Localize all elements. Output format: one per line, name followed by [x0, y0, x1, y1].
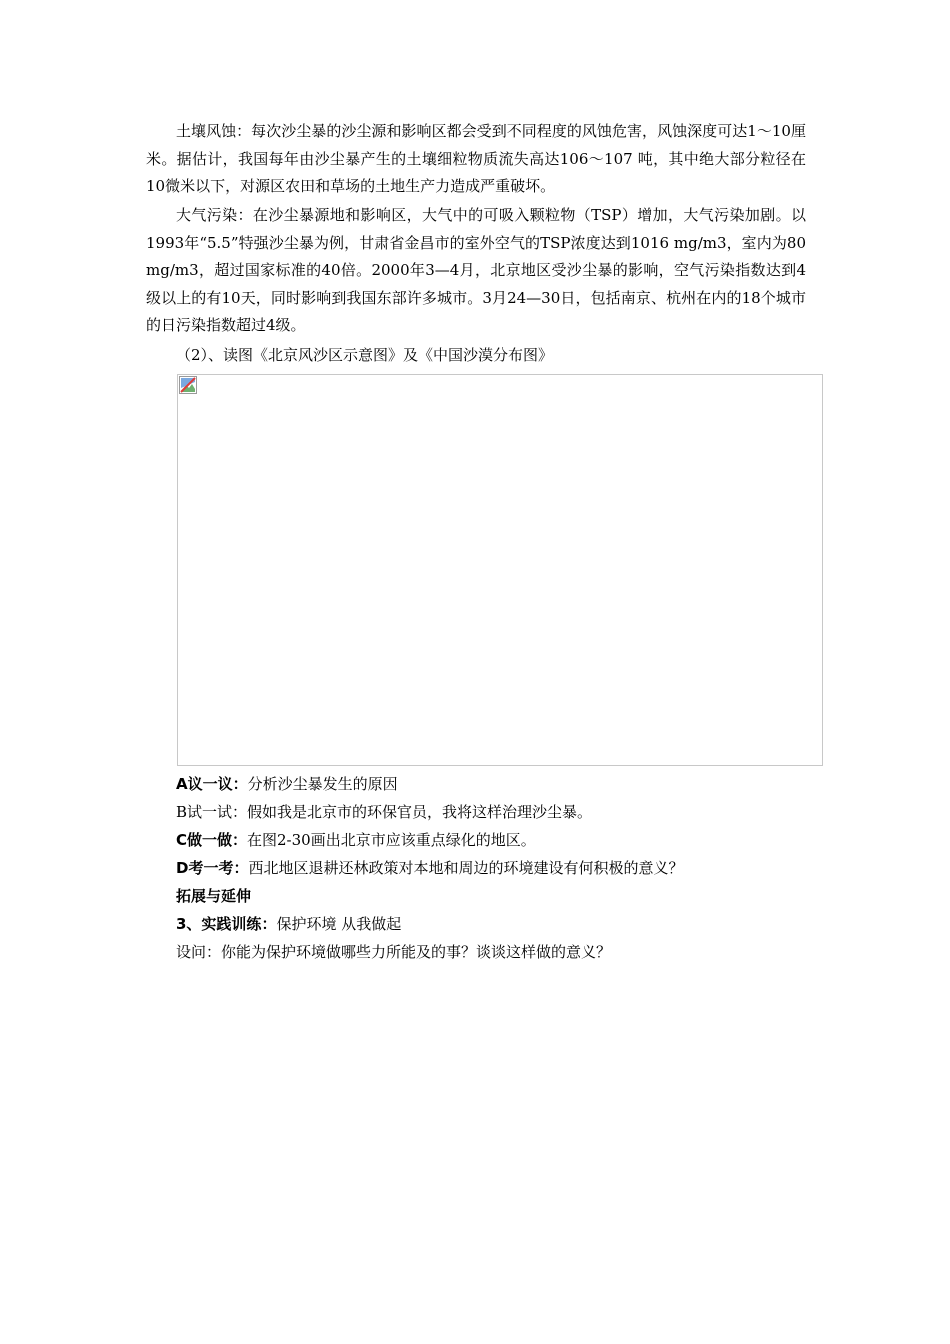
- read-map-instruction: （2）、读图《北京风沙区示意图》及《中国沙漠分布图》: [176, 346, 554, 364]
- task-b-label: B试一试：: [176, 803, 248, 821]
- task-a-label: A议一议：: [176, 775, 248, 793]
- paragraph-air-pollution: 大气污染：在沙尘暴源地和影响区，大气中的可吸入颗粒物（TSP）增加，大气污染加剧。以1993年“5.5”特强沙尘暴为例，甘肃省金昌市的室外空气的TSP浓度达到1016 mg/m3，室内为80 mg/m3，超过国家标准的40倍。2000年3—4月，北京地区受沙尘暴的影响，空气污染指数达到4级以上的有10天，同时影响到我国东部许多城市。3月24—30日，包括南京、杭州在内的18个城市的日污染指数超过4级。: [146, 206, 806, 334]
- task-c: [176, 828, 536, 852]
- question-line: 设问：你能为保护环境做哪些力所能及的事？谈谈这样做的意义？: [176, 943, 612, 961]
- task-c-label: C做一做：: [176, 831, 248, 849]
- task-a: [176, 772, 398, 796]
- task-d: [176, 856, 683, 880]
- paragraph-soil-erosion: 土壤风蚀：每次沙尘暴的沙尘源和影响区都会受到不同程度的风蚀危害，风蚀深度可达1～10厘米。据估计，我国每年由沙尘暴产生的土壤细粒物质流失高达106～107 吨，其中绝大部分粒径在10微米以下，对源区农田和草场的土地生产力造成严重破坏。: [146, 122, 806, 195]
- task-c-text: 在图2-30画出北京市应该重点绿化的地区。: [247, 831, 536, 849]
- practice-text: 保护环境 从我做起: [276, 915, 402, 933]
- task-b: [176, 800, 592, 824]
- broken-image-icon: [179, 376, 197, 394]
- practice-line: [176, 912, 401, 936]
- extension-heading: 拓展与延伸: [176, 887, 252, 905]
- map-image-placeholder: [177, 374, 823, 766]
- task-b-text: 假如我是北京市的环保官员，我将这样治理沙尘暴。: [247, 803, 593, 821]
- task-d-label: D考一考：: [176, 859, 249, 877]
- task-d-text: 西北地区退耕还林政策对本地和周边的环境建设有何积极的意义？: [248, 859, 684, 877]
- practice-label: 3、实践训练：: [176, 915, 277, 933]
- task-a-text: 分析沙尘暴发生的原因: [247, 775, 398, 793]
